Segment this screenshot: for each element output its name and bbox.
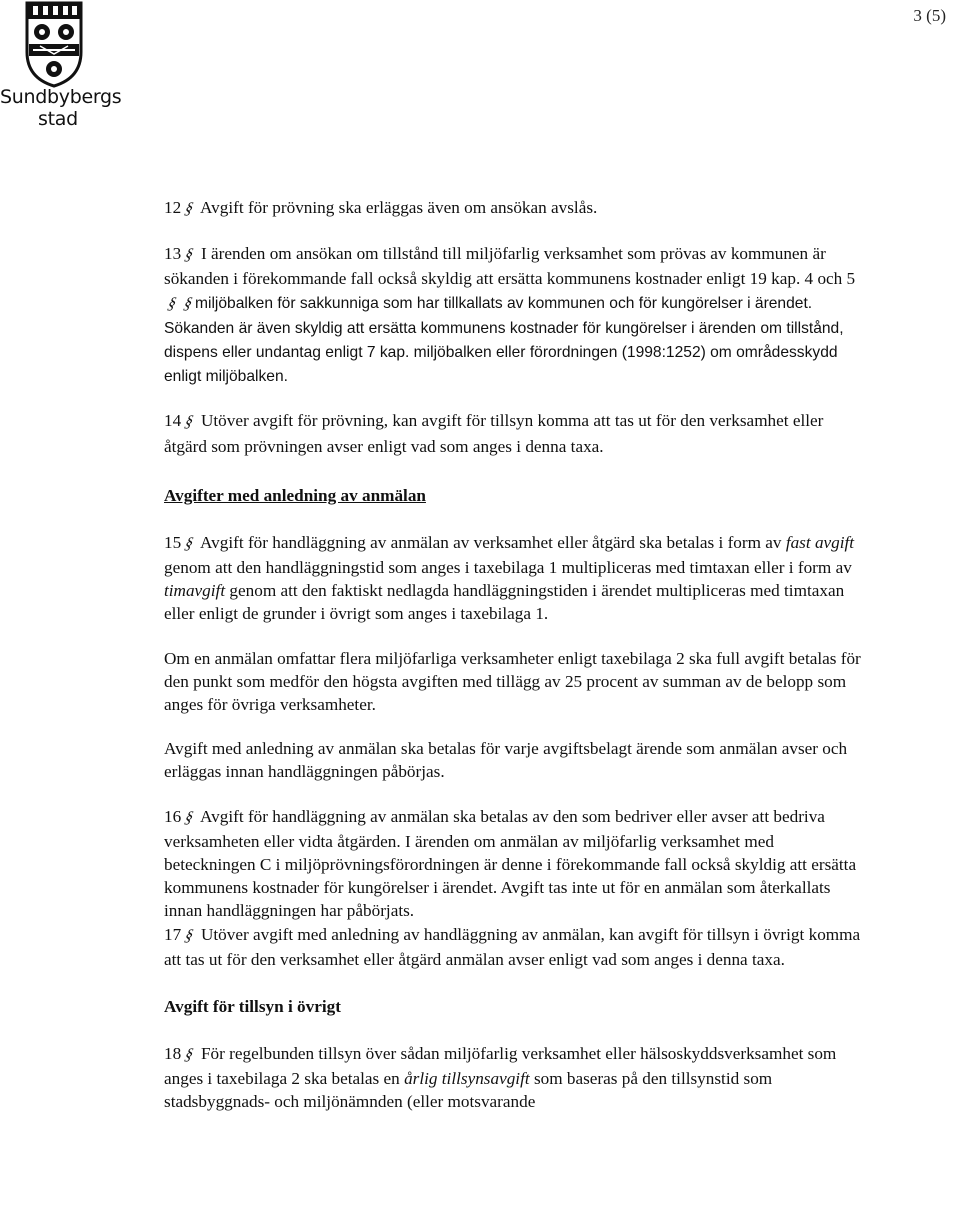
paragraph-16 [164,805,864,923]
emphasis-text: fast avgift [785,532,855,552]
paragraph-12 [164,196,864,221]
section-sign: § [181,413,197,432]
paragraph-text: miljöbalken för sakkunniga som har tillkallats av kommunen och för kungörelser i ärendet. [195,294,813,312]
paragraph-18 [164,1042,864,1114]
paragraph-number: 18 [164,1044,182,1064]
paragraph-number: 14 [164,411,182,431]
emphasis-text: timavgift [164,581,226,601]
paragraph-text: Sökanden är även skyldig att ersätta kommunens kostnader för kungörelser i ärenden om tillstånd, dispens eller undantag enligt 7 kap. miljöbalken eller förordningen (1998:1252) om områdesskydd enligt miljöbalken. [164,319,844,386]
paragraph-number: 12 [164,198,182,217]
paragraph-text: Avgift för handläggning av anmälan av verksamhet eller åtgärd ska betalas i form av [200,532,782,552]
section-sign: § [181,534,197,553]
logo-wordmark [0,86,130,130]
paragraph-17 [164,923,864,971]
paragraph-text: För regelbunden tillsyn över sådan miljöfarlig verksamhet eller hälsoskyddsverksamhet som anges i taxebilaga 2 ska betalas en [164,1044,837,1089]
paragraph-15c: Avgift med anledning av anmälan ska betalas för varje avgiftsbelagt ärende som anmälan avser och erläggas innan handläggningen påbörjas. [164,739,848,782]
paragraph-text: Avgift för handläggning av anmälan ska betalas av den som bedriver eller avser att bedriva verksamheten eller vidta åtgärden. I ärenden om anmälan av miljöfarlig verksamhet med beteckningen C i miljöprövningsförordningen är denne i förekommande fall också skyldig att ersätta kommunens kostnader för kungörelser i ärendet. Avgift tas inte ut för en anmälan som återkallats innan handläggningen har påbörjats. [164,806,857,921]
paragraph-text: genom att den handläggningstid som anges i taxebilaga 1 multipliceras med timtaxan eller i form av [164,558,852,578]
section-sign: § [181,1046,197,1064]
section-sign: § [164,294,180,313]
paragraph-13 [164,242,864,388]
section-sign: § [181,200,197,218]
coat-of-arms-icon [0,0,130,90]
paragraph-14 [164,409,864,457]
paragraph-number: 16 [164,806,182,826]
section-heading-tillsyn: Avgift för tillsyn i övrigt [164,997,341,1017]
section-heading-anmalan: Avgifter med anledning av anmälan [164,485,426,505]
paragraph-text: som baseras på den tillsynstid som stadsbyggnads- och miljönämnden (eller motsvarande [164,1069,773,1112]
section-sign: § [180,294,195,313]
paragraph-number: 15 [164,532,182,552]
municipal-logo [0,0,130,140]
paragraph-number: 13 [164,244,182,264]
paragraph-15b: Om en anmälan omfattar flera miljöfarliga verksamheter enligt taxebilaga 2 ska full avgift betalas för den punkt som medför den högsta avgiften med tillägg av 25 procent av summan av de belopp som anges för övriga verksamheter. [164,648,861,715]
document-body [164,196,864,1135]
paragraph-number: 17 [164,924,182,944]
logo-line-1: Sundbybergs [0,86,122,108]
emphasis-text: årlig tillsynsavgift [404,1069,530,1089]
paragraph-text: Avgift för prövning ska erläggas även om ansökan avslås. [200,198,598,217]
paragraph-text: Utöver avgift för prövning, kan avgift för tillsyn komma att tas ut för den verksamhet eller åtgärd som prövningen avser enligt vad som anges i denna taxa. [164,411,824,456]
paragraph-text: Utöver avgift med anledning av handläggning av anmälan, kan avgift för tillsyn i övrigt komma att tas ut för den verksamhet eller åtgärd anmälan avser enligt vad som anges i denna taxa. [164,924,861,969]
logo-line-2: stad [38,108,78,130]
paragraph-text: I ärenden om ansökan om tillstånd till miljöfarlig verksamhet som prövas av kommunen är sökanden i förekommande fall också skyldig att ersätta kommunens kostnader enligt 19 kap. 4 och 5 [164,244,856,289]
section-sign: § [181,246,197,264]
page-number: 3 (5) [913,6,946,25]
section-sign: § [181,926,197,945]
paragraph-15 [164,531,864,626]
paragraph-text: genom att den faktiskt nedlagda handläggningstiden i ärendet multipliceras med timtaxan eller enligt de grunder i övrigt som anges i taxebilaga 1. [164,581,845,624]
section-sign: § [181,808,197,827]
